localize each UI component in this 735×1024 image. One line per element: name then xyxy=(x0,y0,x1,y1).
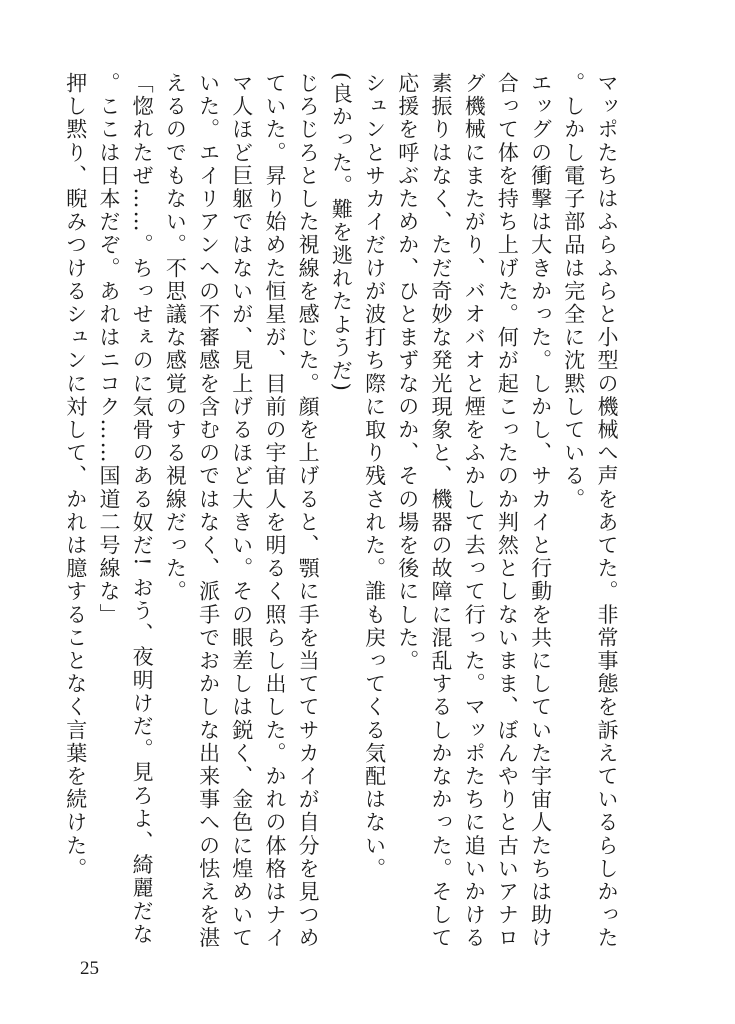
paragraph-2: エッグの衝撃は大きかった。しかし、サカイと行動を共にしていた宇宙人たちは助け合って体を持ち上げた。何が起こったのか判然としないまま、ぼんやりと古いアナログ機械にまたがり、バオバオと煙をふかして去って行った。マッポたちに追いかける素振りはなく、ただ奇妙な発光現象と、機器の故障に混乱するしかなかった。そして応援を呼ぶためか、ひとまずなのか、その場を後にした。 xyxy=(395,72,553,950)
paragraph-4: (良かった。難を逃れたようだ) xyxy=(329,72,354,393)
paragraph-3: シュンとサカイだけが波打ち際に取り残された。誰も戻ってくる気配はない。 xyxy=(362,72,387,881)
page-number: 25 xyxy=(80,958,99,979)
vertical-text-body xyxy=(59,72,623,952)
paragraph-5: じろじろとした視線を感じた。顔を上げると、顎に手を当ててサカイが自分を見つめていた。昇り始めた恒星が、目前の宇宙人を明るく照らし出した。かれの体格はナイマ人ほど巨躯ではないが、見上げるほど大きい。その眼差しは鋭く、金色に煌めいていた。エイリアンへの不審感を含むのではなく、派手でおかしな出来事への怯えを湛えるのでもない。不思議な感覚のする視線だった。 xyxy=(163,72,321,950)
paragraph-7: 押し黙り、睨みつけるシュンに対して、かれは臆することなく言葉を続けた。 xyxy=(63,72,88,881)
paragraph-6: 「惚れたぜ……。ちっせぇのに気骨のある奴だ! おう、夜明けだ。見ろよ、綺麗だな。ここは日本だぞ。あれはニコク……国道二号線な」 xyxy=(96,72,155,947)
paragraph-1: マッポたちはふらふらと小型の機械へ声をあてた。非常事態を訴えているらしかった。しかし電子部品は完全に沈黙している。 xyxy=(561,72,619,950)
